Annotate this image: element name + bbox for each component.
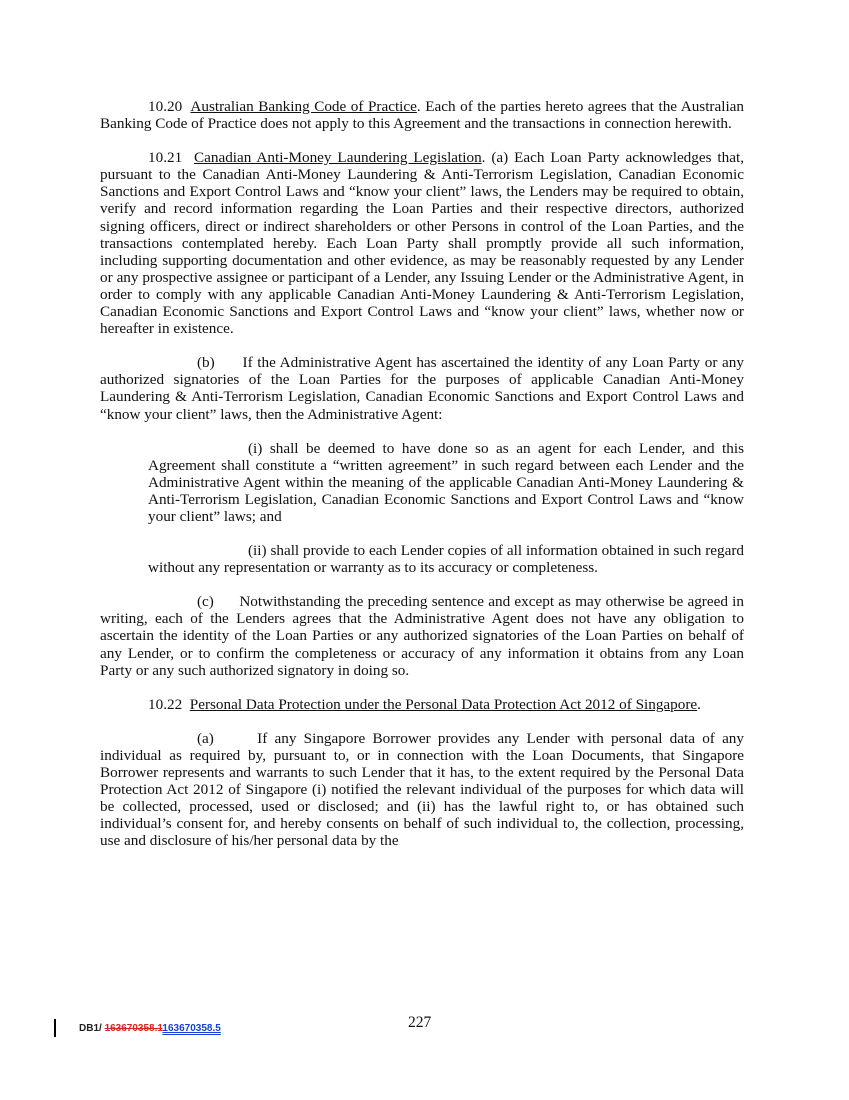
document-id <box>79 1023 221 1034</box>
section-number: 10.22 <box>148 695 183 713</box>
section-heading: Personal Data Protection under the Personal Data Protection Act 2012 of Singapore <box>189 695 698 713</box>
docid-inserted: 163670358.5 <box>162 1023 221 1034</box>
page-number: 227 <box>408 1014 432 1031</box>
section-10-20 <box>100 98 744 132</box>
section-body: . Each of the parties hereto agrees that the Australian Banking Code of Practice does not apply to this Agreement and the transactions in connection herewith. <box>100 98 744 133</box>
paragraph-b-i: (i) shall be deemed to have done so as an agent for each Lender, and this Agreement shall constitute a “written agreement” in such regard between each Lender and the Administrative Agent within the meaning of the applicable Canadian Anti-Money Laundering & Anti-Terrorism Legislation, Canadian Economic Sanctions and Export Control Laws and “know your client” laws; and <box>148 439 744 525</box>
section-10-21 <box>100 149 744 337</box>
document-page <box>100 98 748 850</box>
change-bar <box>54 1019 56 1037</box>
section-heading-end: . <box>697 695 701 713</box>
paragraph-b-ii: (ii) shall provide to each Lender copies of all information obtained in such regard without any representation or warranty as to its accuracy or completeness. <box>148 542 744 577</box>
paragraph-c: (c) Notwithstanding the preceding sentence and except as may otherwise be agreed in writing, each of the Lenders agrees that the Administrative Agent does not have any obligation to ascertain the identity of the Loan Parties or any authorized signatories of the Loan Parties on behalf of any Lender, or to confirm the completeness or accuracy of any information it obtains from any Loan Party or any such authorized signatory in doing so. <box>100 593 748 679</box>
paragraph-b: (b) If the Administrative Agent has ascertained the identity of any Loan Party or any authorized signatories of the Loan Parties for the purposes of applicable Canadian Anti-Money Laundering & Anti-Terrorism Legislation, Canadian Economic Sanctions and Export Control Laws and “know your client” laws, then the Administrative Agent: <box>100 354 748 423</box>
paragraph-a: (a) If any Singapore Borrower provides any Lender with personal data of any individual as required by, pursuant to, or in connection with the Loan Documents, that Singapore Borrower represents and warrants to such Lender that it has, to the extent required by the Personal Data Protection Act 2012 of Singapore (i) notified the relevant individual of the purposes for which data will be collected, processed, used or disclosed; and (ii) has the lawful right to, or has obtained such individual’s consent for, and hereby consents on behalf of such individual to, the collection, processing, use and disclosure of his/her personal data by the <box>100 729 748 850</box>
docid-deleted: 163670358.1 <box>104 1023 163 1034</box>
section-number: 10.20 <box>148 98 183 115</box>
page-footer <box>0 1014 849 1044</box>
section-10-22 <box>100 696 744 713</box>
section-number: 10.21 <box>148 149 183 167</box>
section-heading: Australian Banking Code of Practice <box>190 98 417 115</box>
section-heading: Canadian Anti-Money Laundering Legislation <box>194 149 482 167</box>
docid-prefix: DB1/ <box>79 1023 105 1034</box>
section-body: . (a) Each Loan Party acknowledges that, pursuant to the Canadian Anti-Money Laundering & Anti-Terrorism Legislation, Canadian Economic Sanctions and Export Control Laws and “know your client” laws, the Lenders may be required to obtain, verify and record information regarding the Loan Parties and their respective directors, authorized signing officers, direct or indirect shareholders or other Persons in control of the Loan Parties, and the transactions contemplated hereby. Each Loan Party shall promptly provide all such information, including supporting documentation and other evidence, as may be reasonably requested by any Lender or any prospective assignee or participant of a Lender, any Issuing Lender or the Administrative Agent, in order to comply with any applicable Canadian Anti-Money Laundering & Anti-Terrorism Legislation, Canadian Economic Sanctions and Export Control Laws and “know your client” laws, whether now or hereafter in existence. <box>100 149 745 338</box>
